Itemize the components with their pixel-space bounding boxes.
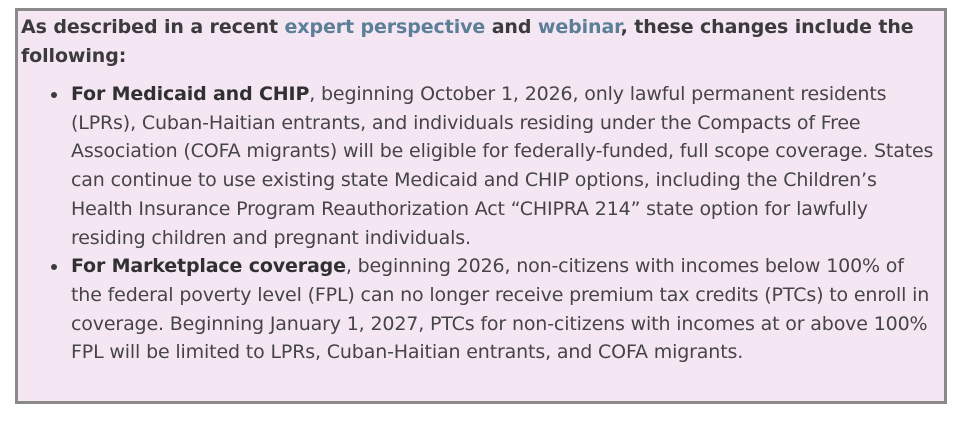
list-item-heading: For Marketplace coverage: [71, 255, 346, 278]
callout-box: [15, 8, 947, 404]
intro-middle: and: [485, 16, 538, 38]
intro-prefix: As described in a recent: [21, 16, 285, 38]
list-item-medicaid-chip: [71, 80, 938, 252]
list-item-marketplace: [71, 252, 938, 367]
list-item-heading: For Medicaid and CHIP: [71, 83, 310, 105]
intro-suffix: , these changes include the following:: [21, 16, 914, 67]
webinar-link[interactable]: webinar: [537, 16, 621, 38]
intro-paragraph: [21, 13, 938, 71]
changes-list: [21, 80, 938, 367]
bullet-dot-icon: [51, 264, 57, 270]
expert-perspective-link[interactable]: expert perspective: [284, 16, 486, 38]
list-item-text: , beginning 2026, non-citizens with incomes below 100% of the federal poverty level (FPL) can no longer receive premium tax credits (PTCs) to enroll in coverage. Beginning January 1, 2027, PTCs for non-citizens with incomes at or above 100% FPL will be limited to LPRs, Cuban-Haitian entrants, and COFA migrants.: [71, 255, 930, 364]
bullet-dot-icon: [51, 92, 57, 98]
list-item-text: , beginning October 1, 2026, only lawful permanent residents (LPRs), Cuban-Haitian entrants, and individuals residing under the Compacts of Free Association (COFA migrants) will be eligible for federally-funded, full scope coverage. States can continue to use existing state Medicaid and CHIP options, including the Children’s Health Insurance Program Reauthorization Act “CHIPRA 214” state option for lawfully residing children and pregnant individuals.: [71, 83, 934, 249]
